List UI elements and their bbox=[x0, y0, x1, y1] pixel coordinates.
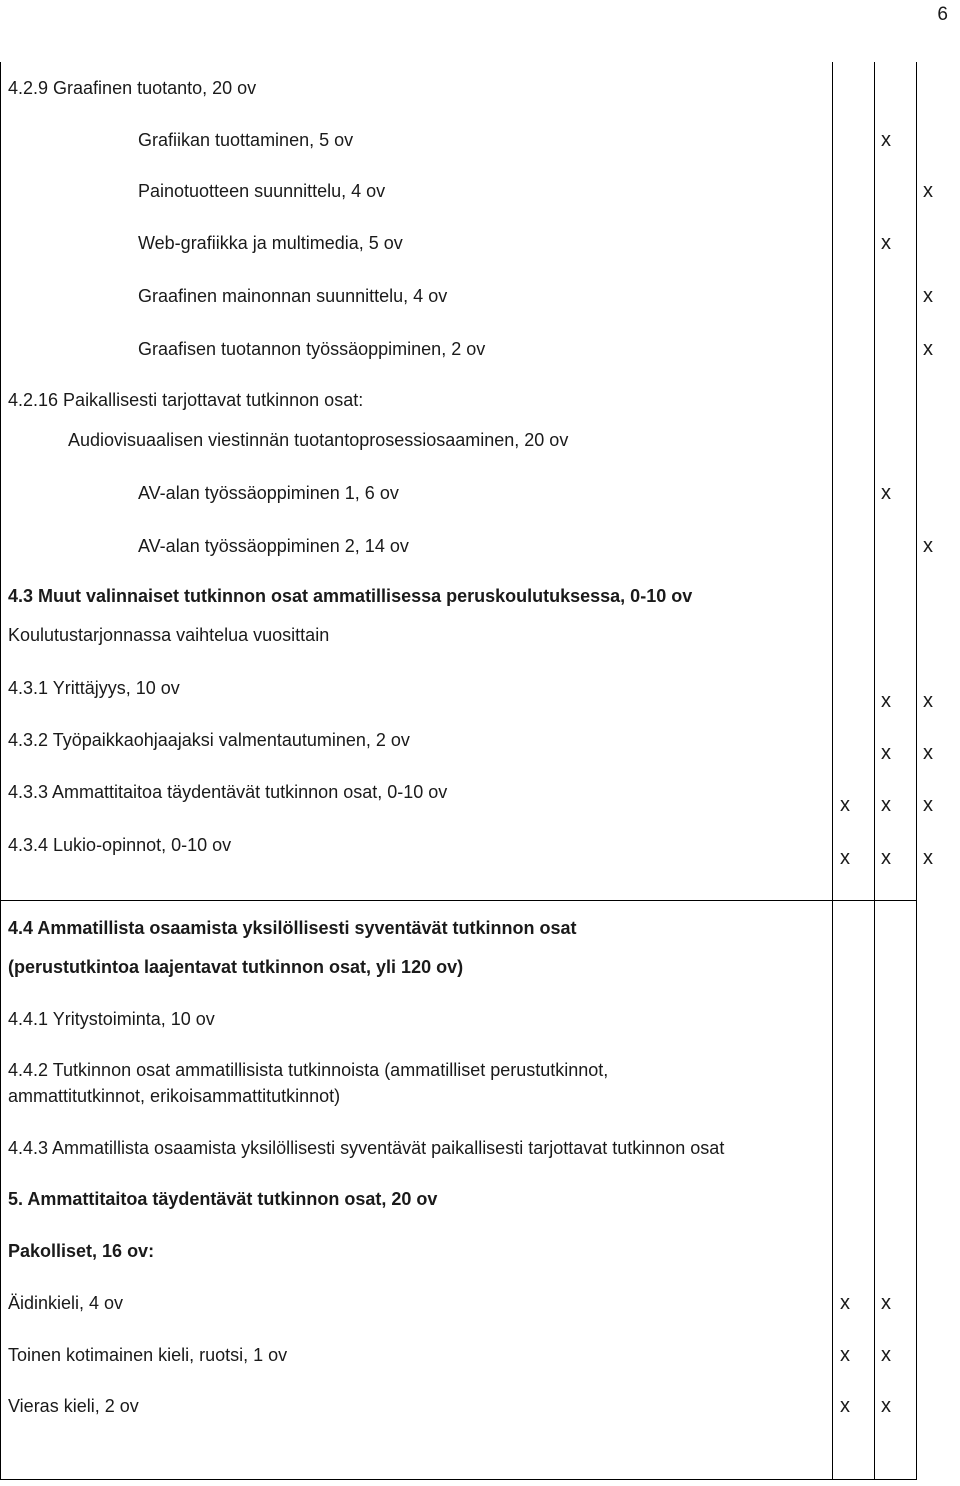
mark-col3: x bbox=[923, 285, 933, 307]
mark-col2: x bbox=[881, 690, 891, 712]
row-label: Graafisen tuotannon työssäoppiminen, 2 ov bbox=[138, 339, 486, 359]
mark-col1: x bbox=[840, 847, 850, 869]
table-row bbox=[0, 782, 960, 816]
table-row bbox=[0, 730, 960, 764]
mark-col1: x bbox=[840, 1292, 850, 1314]
mark-col2: x bbox=[881, 847, 891, 869]
table-row bbox=[0, 1138, 960, 1158]
table-row bbox=[0, 1009, 960, 1029]
grid-line bbox=[0, 900, 917, 901]
row-label: (perustutkintoa laajentavat tutkinnon osat, yli 120 ov) bbox=[8, 957, 464, 977]
page-number: 6 bbox=[937, 4, 948, 25]
row-label: 4.4 Ammatillista osaamista yksilöllisesti syventävät tutkinnon osat bbox=[8, 918, 577, 938]
table-row bbox=[0, 482, 960, 504]
row-label: Pakolliset, 16 ov: bbox=[8, 1241, 155, 1261]
row-label: Graafinen mainonnan suunnittelu, 4 ov bbox=[138, 286, 448, 306]
table-row bbox=[0, 835, 960, 869]
table-row bbox=[0, 1292, 960, 1314]
mark-col1: x bbox=[840, 794, 850, 816]
mark-col2: x bbox=[881, 232, 891, 254]
mark-col2: x bbox=[881, 129, 891, 151]
row-label: 4.2.9 Graafinen tuotanto, 20 ov bbox=[8, 78, 257, 98]
mark-col1: x bbox=[840, 1344, 850, 1366]
table-row bbox=[0, 430, 960, 450]
mark-col2: x bbox=[881, 1344, 891, 1366]
row-label: 4.3.2 Työpaikkaohjaajaksi valmentautuminen, 2 ov bbox=[8, 730, 410, 750]
table-row bbox=[0, 1395, 960, 1417]
mark-col1: x bbox=[840, 1395, 850, 1417]
row-label: Grafiikan tuottaminen, 5 ov bbox=[138, 130, 354, 150]
table-row bbox=[0, 338, 960, 360]
row-label: 4.3.4 Lukio-opinnot, 0-10 ov bbox=[8, 835, 232, 855]
row-label: Painotuotteen suunnittelu, 4 ov bbox=[138, 181, 386, 201]
table-row bbox=[0, 918, 960, 938]
table-row bbox=[0, 1344, 960, 1366]
mark-col3: x bbox=[923, 794, 933, 816]
table-row bbox=[0, 1060, 960, 1080]
table-row bbox=[0, 390, 960, 410]
mark-col2: x bbox=[881, 794, 891, 816]
row-label: Äidinkieli, 4 ov bbox=[8, 1293, 124, 1313]
table-row bbox=[0, 78, 960, 98]
mark-col2: x bbox=[881, 482, 891, 504]
grid-line bbox=[916, 62, 917, 1480]
row-label: 5. Ammattitaitoa täydentävät tutkinnon osat, 20 ov bbox=[8, 1189, 438, 1209]
mark-col3: x bbox=[923, 847, 933, 869]
row-label: 4.4.3 Ammatillista osaamista yksilöllisesti syventävät paikallisesti tarjottavat tutkinnon osat bbox=[8, 1138, 725, 1158]
mark-col3: x bbox=[923, 338, 933, 360]
mark-col3: x bbox=[923, 690, 933, 712]
row-label: Koulutustarjonnassa vaihtelua vuosittain bbox=[8, 625, 330, 645]
row-label: 4.3 Muut valinnaiset tutkinnon osat ammatillisessa peruskoulutuksessa, 0-10 ov bbox=[8, 586, 693, 606]
grid-line bbox=[832, 62, 833, 1480]
table-row bbox=[0, 1189, 960, 1209]
mark-col2: x bbox=[881, 742, 891, 764]
row-label: Toinen kotimainen kieli, ruotsi, 1 ov bbox=[8, 1345, 288, 1365]
table-row bbox=[0, 957, 960, 977]
row-label: 4.3.1 Yrittäjyys, 10 ov bbox=[8, 678, 180, 698]
row-label: 4.4.2 Tutkinnon osat ammatillisista tutkinnoista (ammatilliset perustutkinnot, bbox=[8, 1060, 609, 1080]
table-row bbox=[0, 1241, 960, 1261]
table-row bbox=[0, 129, 960, 151]
grid-line bbox=[874, 62, 875, 1480]
mark-col2: x bbox=[881, 1292, 891, 1314]
table-row bbox=[0, 1086, 960, 1106]
grid-line bbox=[0, 1479, 917, 1480]
table-row bbox=[0, 285, 960, 307]
row-label: ammattitutkinnot, erikoisammattitutkinnot) bbox=[8, 1086, 341, 1106]
row-label: 4.4.1 Yritystoiminta, 10 ov bbox=[8, 1009, 215, 1029]
row-label: 4.3.3 Ammattitaitoa täydentävät tutkinnon osat, 0-10 ov bbox=[8, 782, 448, 802]
row-label: Audiovisuaalisen viestinnän tuotantoprosessiosaaminen, 20 ov bbox=[68, 430, 569, 450]
row-label: AV-alan työssäoppiminen 2, 14 ov bbox=[138, 536, 409, 556]
row-label: Web-grafiikka ja multimedia, 5 ov bbox=[138, 233, 403, 253]
table-row bbox=[0, 535, 960, 557]
table-row bbox=[0, 232, 960, 254]
mark-col3: x bbox=[923, 535, 933, 557]
row-label: AV-alan työssäoppiminen 1, 6 ov bbox=[138, 483, 399, 503]
mark-col3: x bbox=[923, 180, 933, 202]
mark-col3: x bbox=[923, 742, 933, 764]
table-row bbox=[0, 586, 960, 606]
row-label: Vieras kieli, 2 ov bbox=[8, 1396, 139, 1416]
mark-col2: x bbox=[881, 1395, 891, 1417]
table-row bbox=[0, 180, 960, 202]
table-row bbox=[0, 678, 960, 712]
table-row bbox=[0, 625, 960, 645]
grid-line bbox=[0, 62, 1, 1480]
row-label: 4.2.16 Paikallisesti tarjottavat tutkinnon osat: bbox=[8, 390, 364, 410]
